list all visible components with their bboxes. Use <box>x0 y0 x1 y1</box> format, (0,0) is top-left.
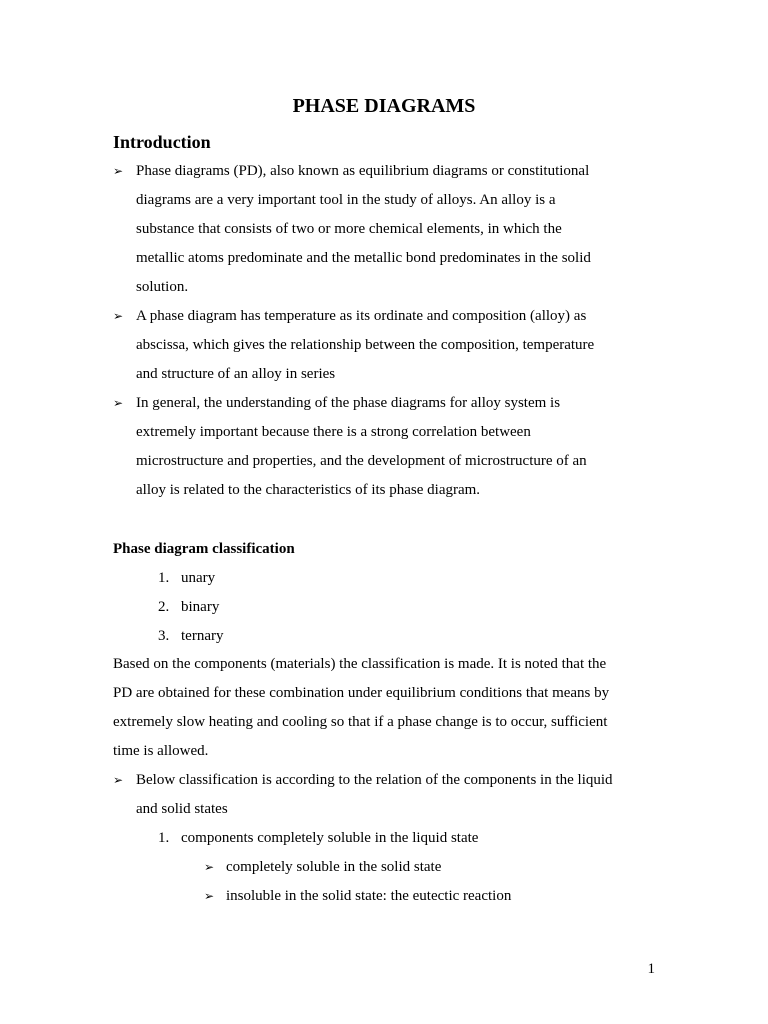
list-item <box>158 564 223 593</box>
classification-paragraph <box>113 650 661 766</box>
bullet-line: substance that consists of two or more chemical elements, in which the <box>136 221 562 237</box>
paragraph-line: time is allowed. <box>113 743 209 759</box>
bullet-line: insoluble in the solid state: the eutectic reaction <box>226 888 512 904</box>
arrowhead-bullet-icon: ➢ <box>113 773 124 787</box>
arrowhead-bullet-icon: ➢ <box>204 860 215 874</box>
bullet-item <box>113 766 661 824</box>
list-number: 2. <box>158 599 170 615</box>
classification-heading: Phase diagram classification <box>113 541 295 557</box>
list-item <box>158 622 223 651</box>
bullet-line: diagrams are a very important tool in the study of alloys. An alloy is a <box>136 192 556 208</box>
bullet-line: Below classification is according to the relation of the components in the liquid <box>136 772 613 788</box>
list-label: unary <box>181 570 216 586</box>
bullet-line: alloy is related to the characteristics of its phase diagram. <box>136 482 481 498</box>
paragraph-line: PD are obtained for these combination under equilibrium conditions that means by <box>113 685 610 701</box>
bullet-line: A phase diagram has temperature as its ordinate and composition (alloy) as <box>136 308 587 324</box>
bullet-item <box>113 389 661 505</box>
list-label: components completely soluble in the liquid state <box>181 830 479 846</box>
bullet-line: completely soluble in the solid state <box>226 859 442 875</box>
bullet-line: and solid states <box>136 801 228 817</box>
page-number: 1 <box>647 961 655 977</box>
components-numbered-list <box>158 824 478 853</box>
bullet-item <box>204 853 511 882</box>
bullet-line: abscissa, which gives the relationship between the composition, temperature <box>136 337 595 353</box>
bullet-line: In general, the understanding of the phase diagrams for alloy system is <box>136 395 561 411</box>
arrowhead-bullet-icon: ➢ <box>204 889 215 903</box>
arrowhead-bullet-icon: ➢ <box>113 396 124 410</box>
introduction-heading: Introduction <box>113 132 211 152</box>
introduction-bullet-list <box>113 157 661 505</box>
bullet-line: microstructure and properties, and the development of microstructure of an <box>136 453 587 469</box>
bullet-item <box>113 157 661 302</box>
bullet-line: solution. <box>136 279 189 295</box>
paragraph-line: extremely slow heating and cooling so that if a phase change is to occur, sufficient <box>113 714 608 730</box>
list-item <box>158 593 223 622</box>
list-label: ternary <box>181 628 224 644</box>
bullet-line: metallic atoms predominate and the metallic bond predominates in the solid <box>136 250 591 266</box>
list-number: 1. <box>158 570 170 586</box>
arrowhead-bullet-icon: ➢ <box>113 164 124 178</box>
bullet-line: and structure of an alloy in series <box>136 366 336 382</box>
list-number: 1. <box>158 830 170 846</box>
solubility-bullet-list <box>204 853 511 911</box>
list-item <box>158 824 478 853</box>
classification-numbered-list <box>158 564 223 651</box>
classification-bullet <box>113 766 661 824</box>
bullet-item <box>113 302 661 389</box>
arrowhead-bullet-icon: ➢ <box>113 309 124 323</box>
paragraph-line: Based on the components (materials) the classification is made. It is noted that the <box>113 656 607 672</box>
list-number: 3. <box>158 628 170 644</box>
bullet-item <box>204 882 511 911</box>
page-title: PHASE DIAGRAMS <box>292 95 476 117</box>
bullet-line: extremely important because there is a strong correlation between <box>136 424 531 440</box>
list-label: binary <box>181 599 220 615</box>
bullet-line: Phase diagrams (PD), also known as equilibrium diagrams or constitutional <box>136 163 590 179</box>
